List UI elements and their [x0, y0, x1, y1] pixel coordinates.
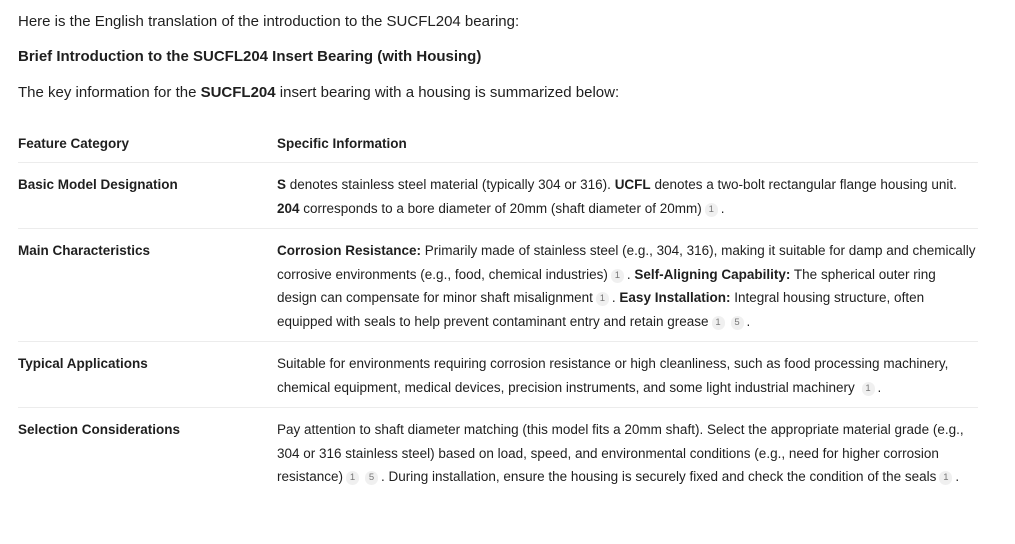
citation-badge[interactable]: 1 — [712, 316, 725, 330]
body-text: Pay attention to shaft diameter matching (this model fits a 20mm shaft). Select the appropriate material grade (e.g., 304 or 316 stainless steel) based on load, speed, and environmental conditions (e.g., need for higher corrosion resistance) — [277, 422, 964, 484]
body-text: . — [877, 379, 882, 395]
bold-term: Easy Installation: — [619, 290, 731, 305]
summary-text — [18, 83, 619, 103]
body-text: . — [955, 469, 960, 484]
citation-badge[interactable]: 1 — [705, 203, 718, 217]
body-text: . — [746, 313, 751, 329]
specific-information-cell — [277, 163, 978, 229]
body-text: Suitable for environments requiring corrosion resistance or high cleanliness, such as food processing machinery, chemical equipment, medical devices, precision instruments, and some light industrial machinery — [277, 356, 949, 395]
citation-badge[interactable]: 1 — [611, 269, 624, 283]
citation-badge[interactable]: 5 — [731, 316, 744, 330]
bold-term: 204 — [277, 200, 300, 216]
info-table — [18, 124, 978, 497]
citation-badge[interactable]: 1 — [596, 292, 609, 306]
body-text: denotes stainless steel material (typically 304 or 316). — [286, 177, 615, 192]
body-text: The spherical outer ring design can compensate for minor shaft misalignment — [277, 266, 936, 305]
table-row — [18, 163, 978, 229]
feature-category-cell: Selection Considerations — [18, 422, 181, 437]
specific-information-cell — [277, 408, 978, 497]
summary-post: insert bearing with a housing is summarized below: — [275, 84, 620, 101]
summary-model: SUCFL204 — [200, 84, 276, 101]
table-body — [18, 163, 978, 497]
body-text: . — [626, 266, 635, 282]
bold-term: Corrosion Resistance: — [277, 243, 422, 258]
body-text: Primarily made of stainless steel (e.g., 304, 316), making it suitable for damp and chemically corrosive environments (e.g., food, chemical industries) — [277, 243, 976, 282]
body-text: corresponds to a bore diameter of 20mm (shaft diameter of 20mm) — [299, 200, 702, 216]
body-text: denotes a two-bolt rectangular flange housing unit. — [650, 177, 957, 192]
feature-category-cell: Typical Applications — [18, 342, 277, 408]
citation-badge[interactable]: 1 — [862, 382, 875, 396]
citation-badge[interactable]: 1 — [939, 471, 952, 485]
bold-term: Self-Aligning Capability: — [634, 266, 791, 282]
body-text: Integral housing structure, often equipped with seals to help prevent contaminant entry and retain grease — [277, 290, 925, 329]
body-text: . — [611, 290, 620, 305]
feature-category-cell: Basic Model Designation — [18, 163, 277, 229]
header-feature-category: Feature Category — [18, 124, 277, 163]
citation-badge[interactable]: 1 — [346, 471, 359, 485]
table-header-row — [18, 124, 978, 163]
specific-information-cell — [277, 229, 978, 342]
section-heading: Brief Introduction to the SUCFL204 Insert Bearing (with Housing) — [18, 48, 482, 65]
body-text: . During installation, ensure the housing is securely fixed and check the condition of the seals — [381, 469, 937, 484]
table-row — [18, 342, 978, 408]
citation-badge[interactable]: 5 — [365, 471, 378, 485]
header-specific-information: Specific Information — [277, 124, 978, 163]
table-row — [18, 408, 978, 497]
feature-category-cell: Main Characteristics — [18, 229, 277, 342]
bold-term: S — [277, 177, 287, 192]
body-text: . — [720, 200, 725, 216]
intro-text: Here is the English translation of the introduction to the SUCFL204 bearing: — [18, 13, 520, 30]
specific-information-cell — [277, 342, 978, 408]
bold-term: UCFL — [614, 177, 651, 192]
table-row — [18, 229, 978, 342]
summary-pre: The key information for the — [18, 84, 201, 101]
